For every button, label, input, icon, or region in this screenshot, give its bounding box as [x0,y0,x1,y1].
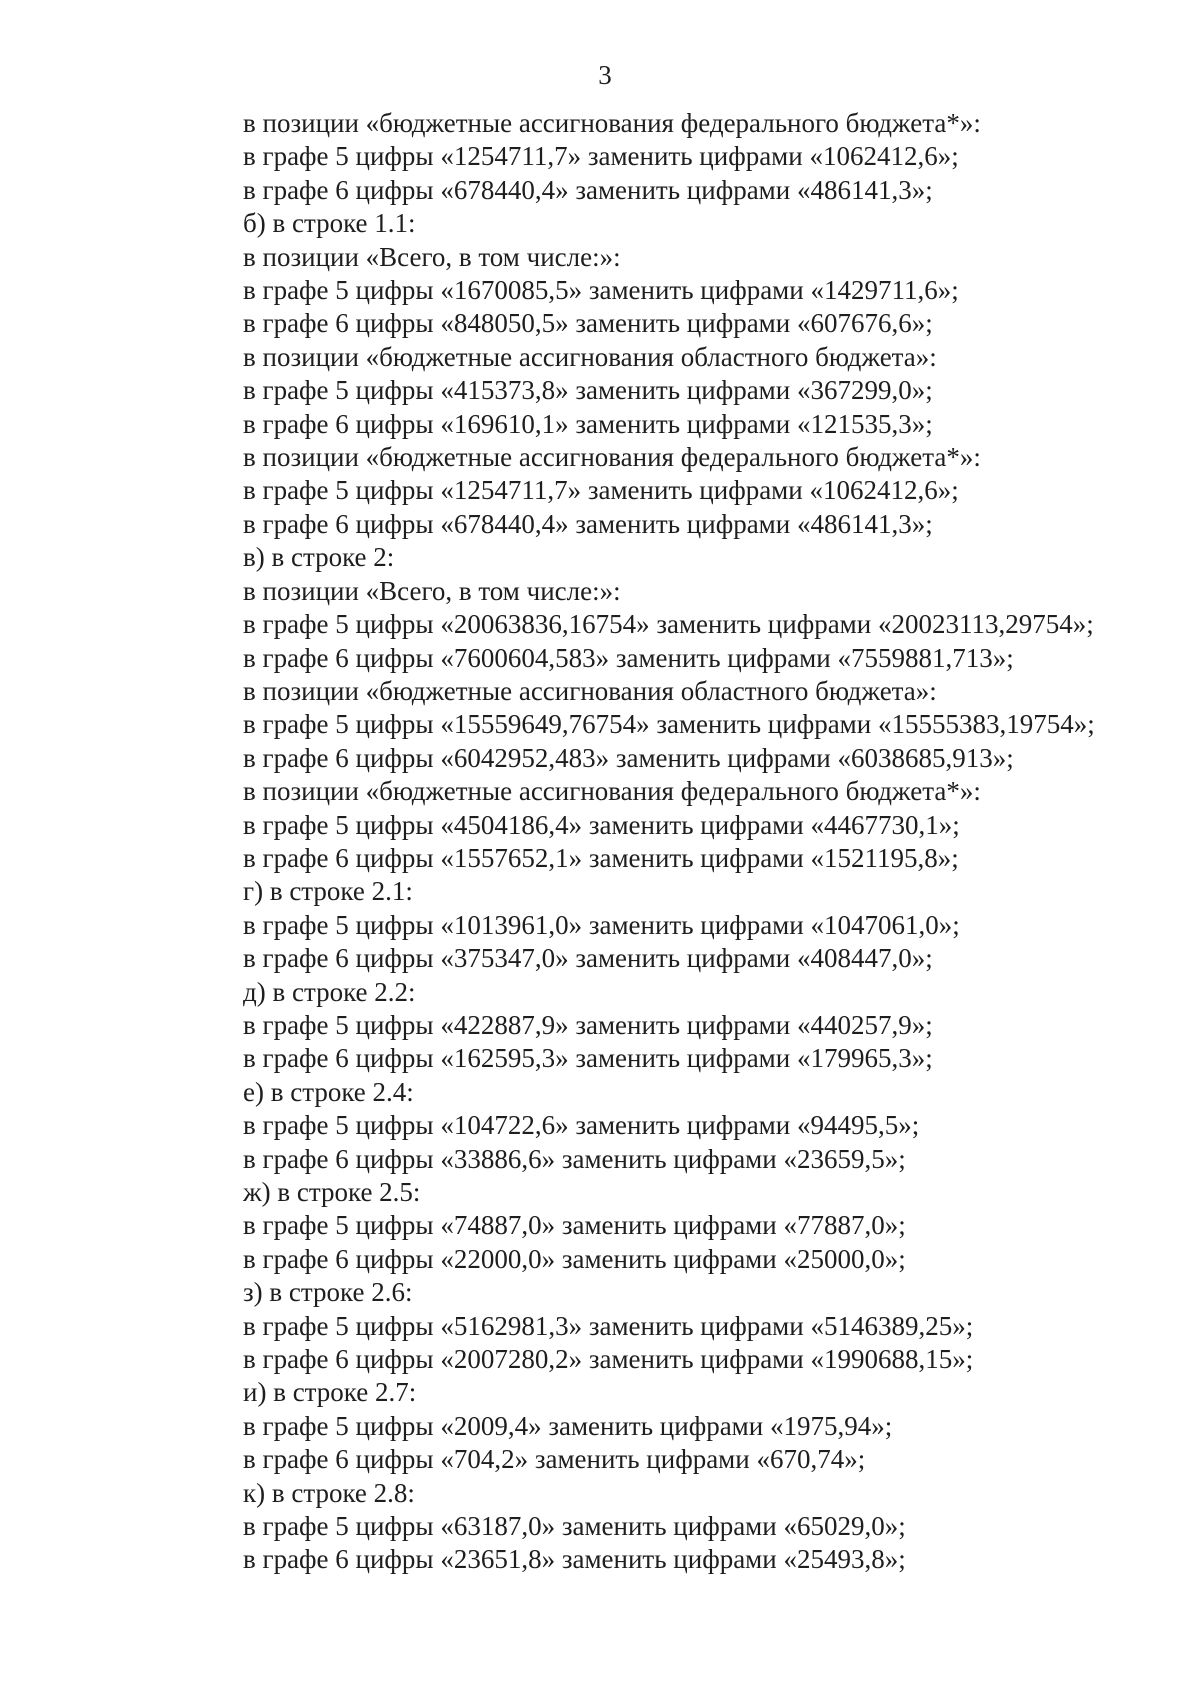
section-heading: к) в строке 2.8: [243,1477,415,1508]
text-line: в графе 5 цифры «2009,4» заменить цифрами «1975,94»; [243,1410,893,1441]
text-line: в графе 5 цифры «5162981,3» заменить цифрами «5146389,25»; [243,1310,974,1341]
text-line: в графе 5 цифры «1670085,5» заменить цифрами «1429711,6»; [243,275,959,306]
text-line: в графе 6 цифры «7600604,583» заменить цифрами «7559881,713»; [243,642,1014,673]
page-number: 3 [598,60,612,90]
text-line: в графе 6 цифры «678440,4» заменить цифрами «486141,3»; [243,508,933,539]
text-line: в графе 6 цифры «169610,1» заменить цифрами «121535,3»; [243,408,933,439]
text-line: в графе 6 цифры «6042952,483» заменить цифрами «6038685,913»; [243,742,1014,773]
text-line: в графе 6 цифры «22000,0» заменить цифрами «25000,0»; [243,1243,906,1274]
text-line: в графе 6 цифры «704,2» заменить цифрами «670,74»; [243,1444,866,1475]
text-line: в позиции «бюджетные ассигнования областного бюджета»: [243,675,937,706]
text-line: в графе 5 цифры «415373,8» заменить цифрами «367299,0»; [243,375,933,406]
text-line: в графе 6 цифры «23651,8» заменить цифрами «25493,8»; [243,1544,906,1575]
text-line: в графе 5 цифры «74887,0» заменить цифрами «77887,0»; [243,1210,906,1241]
section-heading: ж) в строке 2.5: [243,1177,421,1207]
text-line: в графе 6 цифры «375347,0» заменить цифрами «408447,0»; [243,943,933,974]
text-line: в графе 5 цифры «1254711,7» заменить цифрами «1062412,6»; [243,475,959,506]
text-line: в графе 5 цифры «63187,0» заменить цифрами «65029,0»; [243,1511,906,1542]
text-line: в графе 5 цифры «104722,6» заменить цифрами «94495,5»; [243,1110,920,1141]
text-line: в позиции «Всего, в том числе:»: [243,575,621,606]
text-line: в графе 6 цифры «1557652,1» заменить цифрами «1521195,8»; [243,842,959,873]
text-line: в графе 5 цифры «1013961,0» заменить цифрами «1047061,0»; [243,909,960,940]
section-heading: з) в строке 2.6: [243,1277,413,1308]
text-line: в позиции «бюджетные ассигнования федерального бюджета*»: [243,442,981,473]
text-line: в графе 5 цифры «15559649,76754» заменить цифрами «15555383,19754»; [243,709,1095,740]
section-heading: и) в строке 2.7: [243,1377,417,1408]
text-line: в графе 6 цифры «678440,4» заменить цифрами «486141,3»; [243,174,933,205]
text-line: в графе 5 цифры «422887,9» заменить цифрами «440257,9»; [243,1009,933,1040]
text-line: в графе 6 цифры «162595,3» заменить цифрами «179965,3»; [243,1043,933,1074]
text-line: в графе 6 цифры «2007280,2» заменить цифрами «1990688,15»; [243,1344,974,1375]
text-line: в графе 5 цифры «1254711,7» заменить цифрами «1062412,6»; [243,141,959,172]
section-heading: в) в строке 2: [243,542,395,573]
amendment-text [243,107,1173,1577]
text-line: в позиции «бюджетные ассигнования федерального бюджета*»: [243,108,981,138]
text-line: в графе 5 цифры «4504186,4» заменить цифрами «4467730,1»; [243,809,960,840]
section-heading: г) в строке 2.1: [243,876,413,907]
section-heading: д) в строке 2.2: [243,976,416,1007]
text-line: в позиции «бюджетные ассигнования федерального бюджета*»: [243,776,981,807]
text-line: в графе 6 цифры «848050,5» заменить цифрами «607676,6»; [243,308,933,339]
text-line: в позиции «Всего, в том числе:»: [243,241,621,272]
text-line: в графе 6 цифры «33886,6» заменить цифрами «23659,5»; [243,1143,906,1174]
text-line: в графе 5 цифры «20063836,16754» заменить цифрами «20023113,29754»; [243,609,1094,640]
text-line: в позиции «бюджетные ассигнования областного бюджета»: [243,341,937,372]
section-heading: е) в строке 2.4: [243,1076,414,1107]
section-heading: б) в строке 1.1: [243,208,416,239]
